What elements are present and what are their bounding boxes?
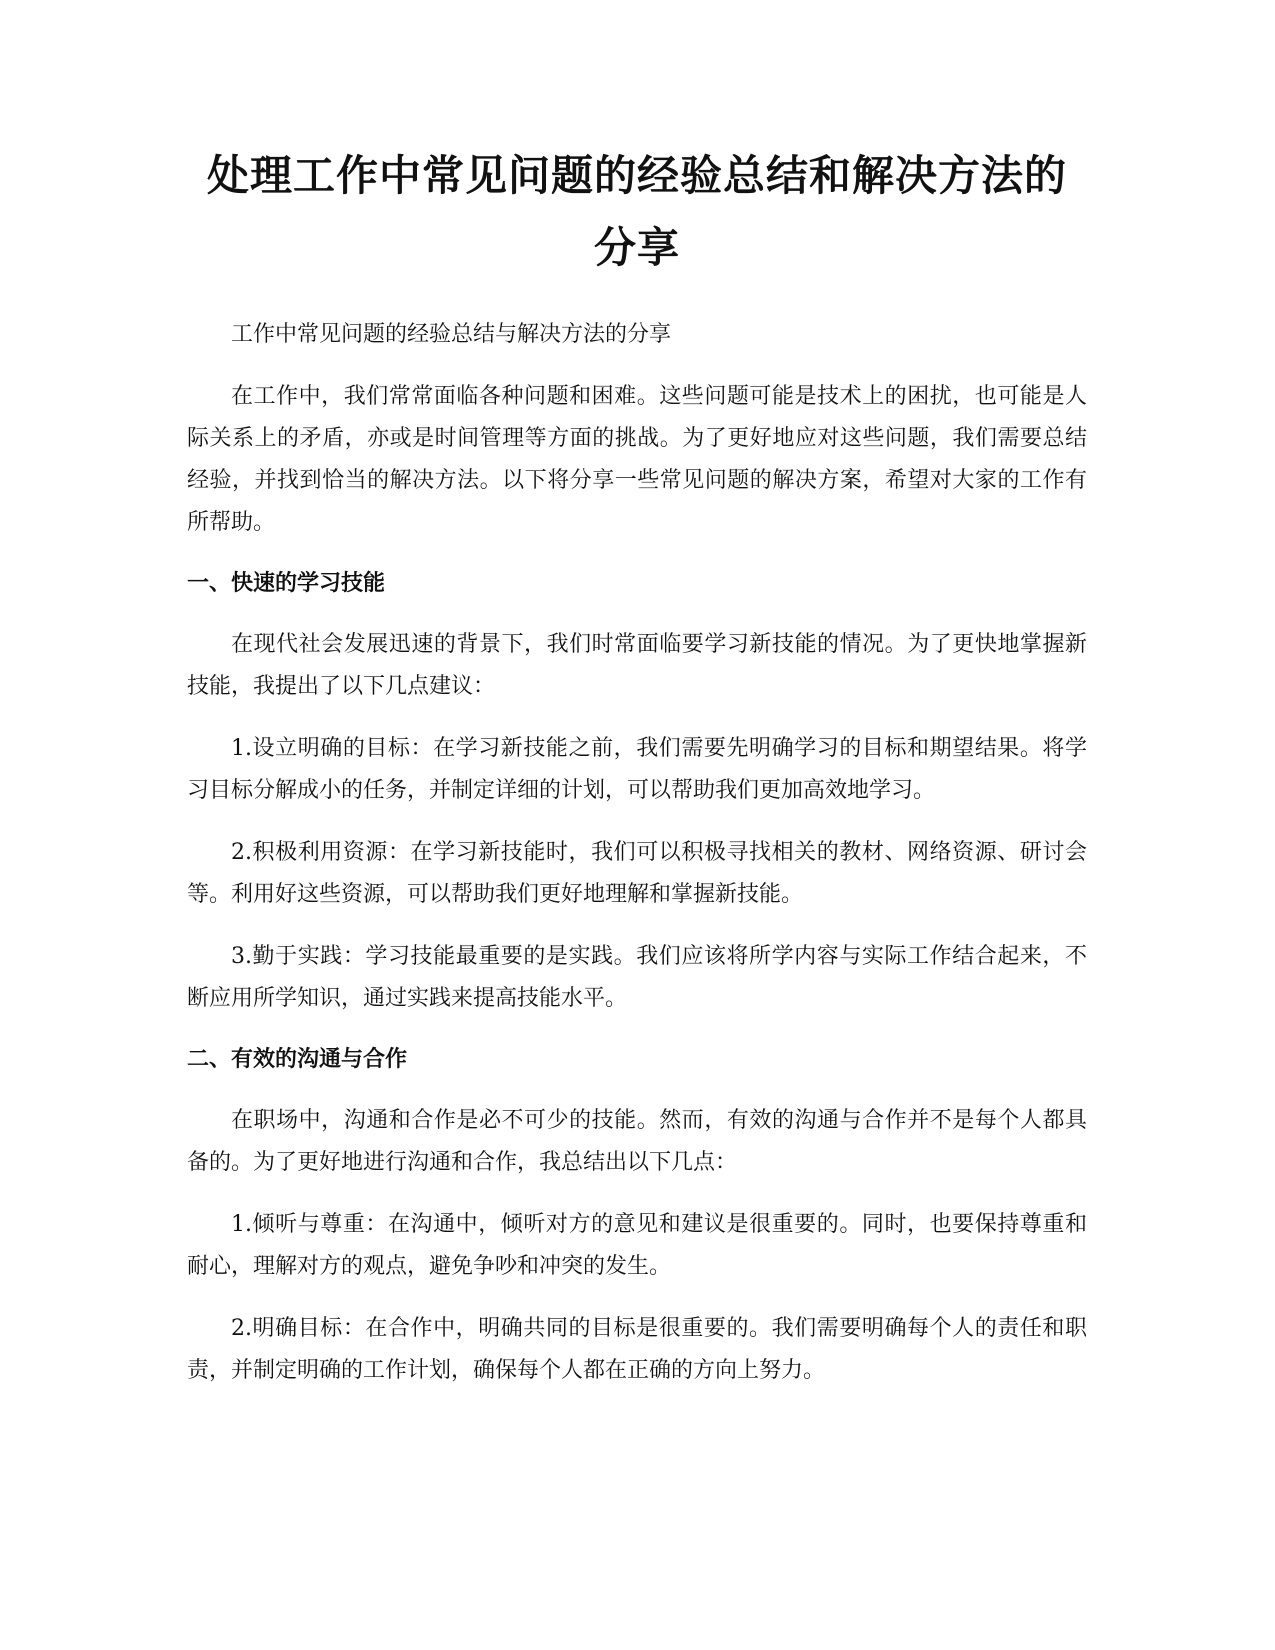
section-1-paragraph: 2.积极利用资源：在学习新技能时，我们可以积极寻找相关的教材、网络资源、研讨会等。利用好这些资源，可以帮助我们更好地理解和掌握新技能。 [187, 840, 1087, 907]
section-1-paragraph: 在现代社会发展迅速的背景下，我们时常面临要学习新技能的情况。为了更快地掌握新技能，我提出了以下几点建议： [187, 632, 1087, 699]
section-2-paragraph: 2.明确目标：在合作中，明确共同的目标是很重要的。我们需要明确每个人的责任和职责，并制定明确的工作计划，确保每个人都在正确的方向上努力。 [187, 1316, 1087, 1383]
section-heading-learning: 一、快速的学习技能 [187, 571, 386, 596]
section-1-paragraph: 1.设立明确的目标：在学习新技能之前，我们需要先明确学习的目标和期望结果。将学习目标分解成小的任务，并制定详细的计划，可以帮助我们更加高效地学习。 [187, 736, 1087, 803]
section-2-paragraph: 1.倾听与尊重：在沟通中，倾听对方的意见和建议是很重要的。同时，也要保持尊重和耐心，理解对方的观点，避免争吵和冲突的发生。 [187, 1212, 1087, 1279]
section-2-paragraph: 在职场中，沟通和合作是必不可少的技能。然而，有效的沟通与合作并不是每个人都具备的。为了更好地进行沟通和合作，我总结出以下几点： [187, 1108, 1087, 1175]
section-1-paragraph: 3.勤于实践：学习技能最重要的是实践。我们应该将所学内容与实际工作结合起来，不断应用所学知识，通过实践来提高技能水平。 [187, 944, 1087, 1011]
intro-paragraph: 在工作中，我们常常面临各种问题和困难。这些问题可能是技术上的困扰，也可能是人际关系上的矛盾，亦或是时间管理等方面的挑战。为了更好地应对这些问题，我们需要总结经验，并找到恰当的解决方法。以下将分享一些常见问题的解决方案，希望对大家的工作有所帮助。 [187, 384, 1087, 535]
section-heading-communication: 二、有效的沟通与合作 [187, 1047, 408, 1072]
document-page [187, 140, 1087, 1412]
document-title: 处理工作中常见问题的经验总结和解决方法的分享 [206, 151, 1067, 272]
document-subtitle: 工作中常见问题的经验总结与解决方法的分享 [231, 322, 672, 347]
